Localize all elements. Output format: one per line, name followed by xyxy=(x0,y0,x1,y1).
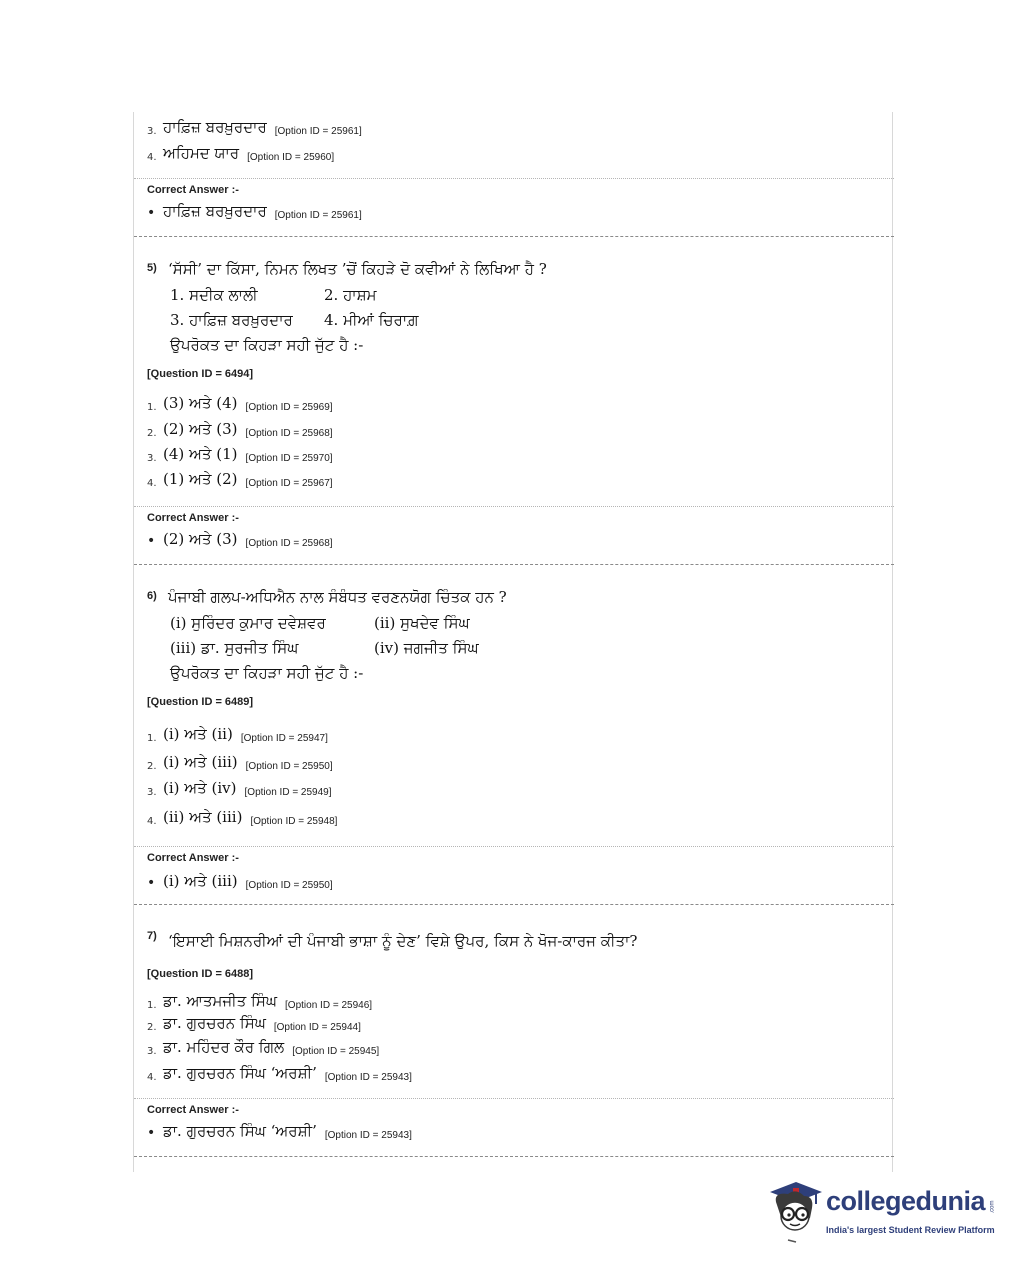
q7-number: 7) xyxy=(147,930,157,942)
logo-tagline: India's largest Student Review Platform xyxy=(826,1225,995,1235)
q5-correct-answer: • (2) ਅਤੇ (3) [Option ID = 25968] xyxy=(147,530,333,549)
q5-choice-1: 1. ਸਦੀਕ ਲਾਲੀ xyxy=(170,286,258,304)
question-divider xyxy=(134,1156,894,1157)
q6-option-3: 3. (i) ਅਤੇ (iv) [Option ID = 25949] xyxy=(147,779,332,798)
q7-option-4: 4. ਡਾ. ਗੁਰਚਰਨ ਸਿੰਘ ‘ਅਰਸ਼ੀ’ [Option ID = 25943] xyxy=(147,1064,412,1083)
q6-choice-4: (iv) ਜਗਜੀਤ ਸਿੰਘ xyxy=(374,639,479,657)
divider xyxy=(134,506,894,507)
q5-option-4: 4. (1) ਅਤੇ (2) [Option ID = 25967] xyxy=(147,470,333,489)
q6-choice-1: (i) ਸੁਰਿੰਦਰ ਕੁਮਾਰ ਦਵੇਸ਼ਵਰ xyxy=(170,614,326,632)
question-divider xyxy=(134,564,894,565)
bullet-icon: • xyxy=(147,205,156,221)
q6-choice-2: (ii) ਸੁਖਦੇਵ ਸਿੰਘ xyxy=(374,614,470,632)
q6-question-id: [Question ID = 6489] xyxy=(147,696,254,708)
q4-option-3: 3. ਹਾਫ਼ਿਜ਼ ਬਰਖ਼ੁਰਦਾਰ [Option ID = 25961] xyxy=(147,118,362,137)
q5-choice-3: 3. ਹਾਫ਼ਿਜ਼ ਬਰਖ਼ੁਰਦਾਰ xyxy=(170,311,293,329)
q6-number: 6) xyxy=(147,590,157,602)
logo-domain: .com xyxy=(989,1200,996,1214)
q5-question: ‘ਸੱਸੀ’ ਦਾ ਕਿੱਸਾ, ਨਿਮਨ ਲਿਖਤ ’ਚੋਂ ਕਿਹੜੇ ਦੋ ਕਵੀਆਂ ਨੇ ਲਿਖਿਆ ਹੈ ? xyxy=(168,260,547,278)
q7-correct-answer: • ਡਾ. ਗੁਰਚਰਨ ਸਿੰਘ ‘ਅਰਸ਼ੀ’ [Option ID = 25943] xyxy=(147,1122,412,1141)
q5-choice-2: 2. ਹਾਸ਼ਮ xyxy=(324,286,377,304)
q7-option-2: 2. ਡਾ. ਗੁਰਚਰਨ ਸਿੰਘ [Option ID = 25944] xyxy=(147,1014,361,1033)
q5-question-id: [Question ID = 6494] xyxy=(147,368,254,380)
q7-question-id: [Question ID = 6488] xyxy=(147,968,254,980)
divider xyxy=(134,178,894,179)
q6-choice-3: (iii) ਡਾ. ਸੁਰਜੀਤ ਸਿੰਘ xyxy=(170,639,299,657)
q6-option-2: 2. (i) ਅਤੇ (iii) [Option ID = 25950] xyxy=(147,753,333,772)
divider xyxy=(134,1098,894,1099)
question-divider xyxy=(134,236,894,237)
q5-option-1: 1. (3) ਅਤੇ (4) [Option ID = 25969] xyxy=(147,394,333,413)
q4-correct-answer: • ਹਾਫ਼ਿਜ਼ ਬਰਖ਼ੁਰਦਾਰ [Option ID = 25961] xyxy=(147,202,362,221)
q4-correct-label: Correct Answer :- xyxy=(147,184,239,196)
q7-option-1: 1. ਡਾ. ਆਤਮਜੀਤ ਸਿੰਘ [Option ID = 25946] xyxy=(147,992,373,1011)
q6-correct-label: Correct Answer :- xyxy=(147,852,239,864)
bullet-icon: • xyxy=(147,1125,156,1141)
q5-option-3: 3. (4) ਅਤੇ (1) [Option ID = 25970] xyxy=(147,445,333,464)
bullet-icon: • xyxy=(147,875,156,891)
q7-option-3: 3. ਡਾ. ਮਹਿੰਦਰ ਕੌਰ ਗਿਲ [Option ID = 25945] xyxy=(147,1038,380,1057)
q6-option-4: 4. (ii) ਅਤੇ (iii) [Option ID = 25948] xyxy=(147,808,338,827)
bullet-icon: • xyxy=(147,533,156,549)
q7-correct-label: Correct Answer :- xyxy=(147,1104,239,1116)
q7-question: ‘ਇਸਾਈ ਮਿਸ਼ਨਰੀਆਂ ਦੀ ਪੰਜਾਬੀ ਭਾਸ਼ਾ ਨੂੰ ਦੇਣ’ ਵਿਸ਼ੇ ਉਪਰ, ਕਿਸ ਨੇ ਖੋਜ-ਕਾਰਜ ਕੀਤਾ? xyxy=(168,932,638,950)
q6-option-1: 1. (i) ਅਤੇ (ii) [Option ID = 25947] xyxy=(147,725,328,744)
divider xyxy=(134,846,894,847)
q5-option-2: 2. (2) ਅਤੇ (3) [Option ID = 25968] xyxy=(147,420,333,439)
logo-wordmark: collegedunia xyxy=(826,1186,986,1216)
exam-sheet xyxy=(133,112,893,1172)
q6-question: ਪੰਜਾਬੀ ਗਲਪ-ਅਧਿਐਨ ਨਾਲ ਸੰਬੰਧਤ ਵਰਣਨਯੋਗ ਚਿੰਤਕ ਹਨ ? xyxy=(168,588,507,606)
collegedunia-logo xyxy=(766,1178,996,1248)
q4-option-4: 4. ਅਹਿਮਦ ਯਾਰ [Option ID = 25960] xyxy=(147,144,335,163)
q5-correct-label: Correct Answer :- xyxy=(147,512,239,524)
student-mascot-icon xyxy=(766,1178,824,1248)
q5-choice-4: 4. ਮੀਆਂ ਚਿਰਾਗ਼ xyxy=(324,311,419,329)
q5-number: 5) xyxy=(147,262,157,274)
q6-correct-answer: • (i) ਅਤੇ (iii) [Option ID = 25950] xyxy=(147,872,333,891)
q5-prompt: ਉਪਰੋਕਤ ਦਾ ਕਿਹੜਾ ਸਹੀ ਜੁੱਟ ਹੈ :- xyxy=(170,336,364,354)
q6-prompt: ਉਪਰੋਕਤ ਦਾ ਕਿਹੜਾ ਸਹੀ ਜੁੱਟ ਹੈ :- xyxy=(170,664,364,682)
question-divider xyxy=(134,904,894,905)
